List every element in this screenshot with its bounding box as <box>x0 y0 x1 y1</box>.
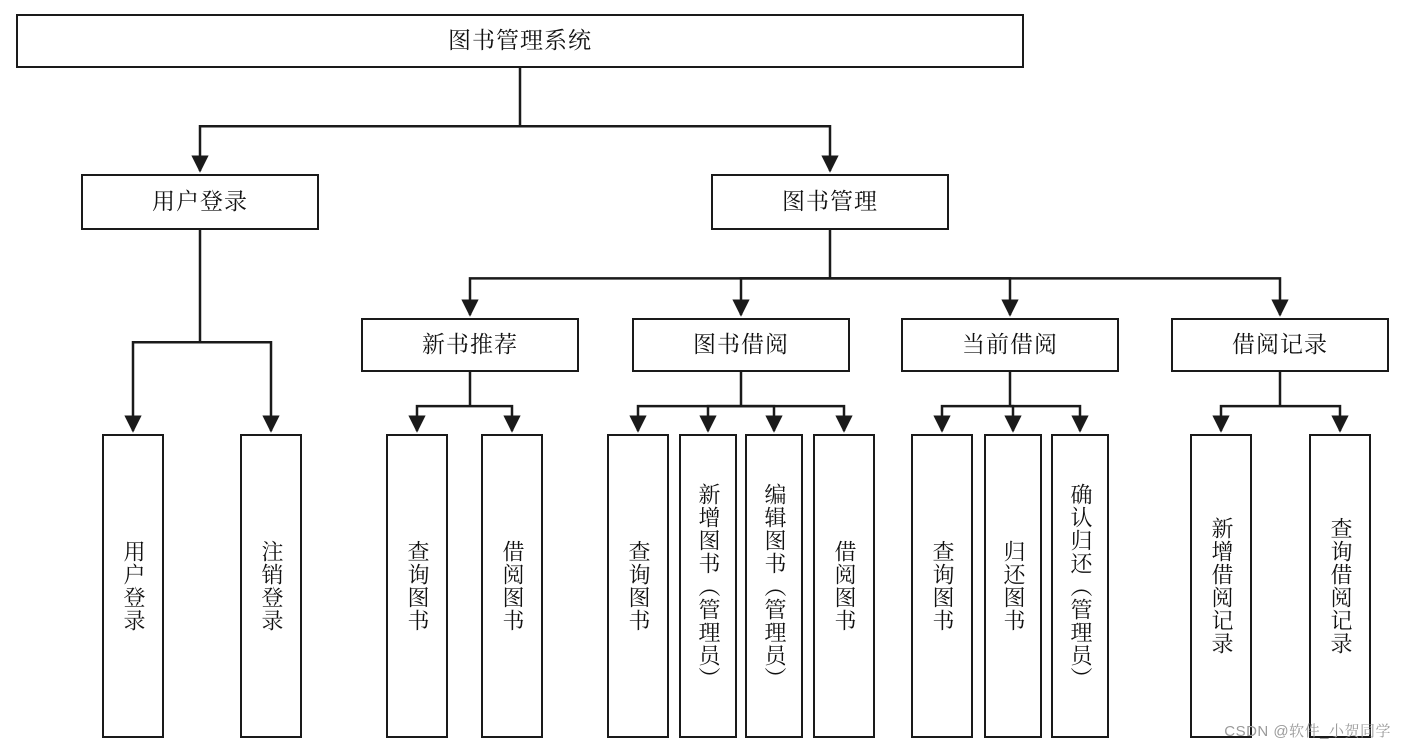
connector-borrow-to-b4 <box>741 406 844 431</box>
node-borrow[interactable] <box>632 318 850 372</box>
node-b4[interactable] <box>813 434 875 738</box>
node-label: 查询借阅记录 <box>1327 517 1353 655</box>
node-label: 新增借阅记录 <box>1208 517 1234 655</box>
connector-current-to-c1 <box>942 406 1010 431</box>
connector-root-to-bookmgmt <box>520 126 830 171</box>
node-n2[interactable] <box>481 434 543 738</box>
node-root[interactable] <box>16 14 1024 68</box>
connector-bookmgmt-to-borrow <box>741 278 830 315</box>
node-label: 归还图书 <box>1000 540 1026 632</box>
connector-bookmgmt-to-current <box>830 278 1010 315</box>
node-label: 借阅图书 <box>831 540 857 632</box>
connector-current-to-c2 <box>1010 406 1013 431</box>
node-label: 当前借阅 <box>962 331 1058 358</box>
node-login[interactable] <box>81 174 319 230</box>
node-b3[interactable] <box>745 434 803 738</box>
node-label: 借阅图书 <box>499 540 525 632</box>
node-label: 图书借阅 <box>693 331 789 358</box>
node-label: 图书管理 <box>782 188 878 215</box>
connector-newbook-to-n1 <box>417 406 470 431</box>
node-label: 新书推荐 <box>422 331 518 358</box>
node-label: 注销登录 <box>258 540 284 632</box>
node-label: 查询图书 <box>929 540 955 632</box>
node-records[interactable] <box>1171 318 1389 372</box>
connector-login-to-l2 <box>200 342 271 431</box>
connector-borrow-to-b2 <box>708 406 741 431</box>
node-n1[interactable] <box>386 434 448 738</box>
node-label: 借阅记录 <box>1232 331 1328 358</box>
node-c1[interactable] <box>911 434 973 738</box>
node-label: 查询图书 <box>404 540 430 632</box>
node-label: 图书管理系统 <box>448 27 592 54</box>
node-l1[interactable] <box>102 434 164 738</box>
node-r1[interactable] <box>1190 434 1252 738</box>
node-b2[interactable] <box>679 434 737 738</box>
node-r2[interactable] <box>1309 434 1371 738</box>
connector-newbook-to-n2 <box>470 406 512 431</box>
node-b1[interactable] <box>607 434 669 738</box>
node-label: 查询图书 <box>625 540 651 632</box>
node-current[interactable] <box>901 318 1119 372</box>
node-newbook[interactable] <box>361 318 579 372</box>
connector-records-to-r1 <box>1221 406 1280 431</box>
node-label: 新增图书（管理员） <box>695 482 721 690</box>
connector-current-to-c3 <box>1010 406 1080 431</box>
connector-borrow-to-b3 <box>741 406 774 431</box>
node-label: 编辑图书（管理员） <box>761 482 787 690</box>
connector-login-to-l1 <box>133 342 200 431</box>
node-c2[interactable] <box>984 434 1042 738</box>
connector-bookmgmt-to-records <box>830 278 1280 315</box>
node-l2[interactable] <box>240 434 302 738</box>
connector-bookmgmt-to-newbook <box>470 278 830 315</box>
node-label: 用户登录 <box>152 188 248 215</box>
node-bookmgmt[interactable] <box>711 174 949 230</box>
watermark: CSDN @软件_小贺同学 <box>1224 723 1391 740</box>
node-c3[interactable] <box>1051 434 1109 738</box>
node-label: 用户登录 <box>120 540 146 632</box>
connector-records-to-r2 <box>1280 406 1340 431</box>
node-label: 确认归还（管理员） <box>1067 482 1093 690</box>
connector-root-to-login <box>200 126 520 171</box>
connector-borrow-to-b1 <box>638 406 741 431</box>
